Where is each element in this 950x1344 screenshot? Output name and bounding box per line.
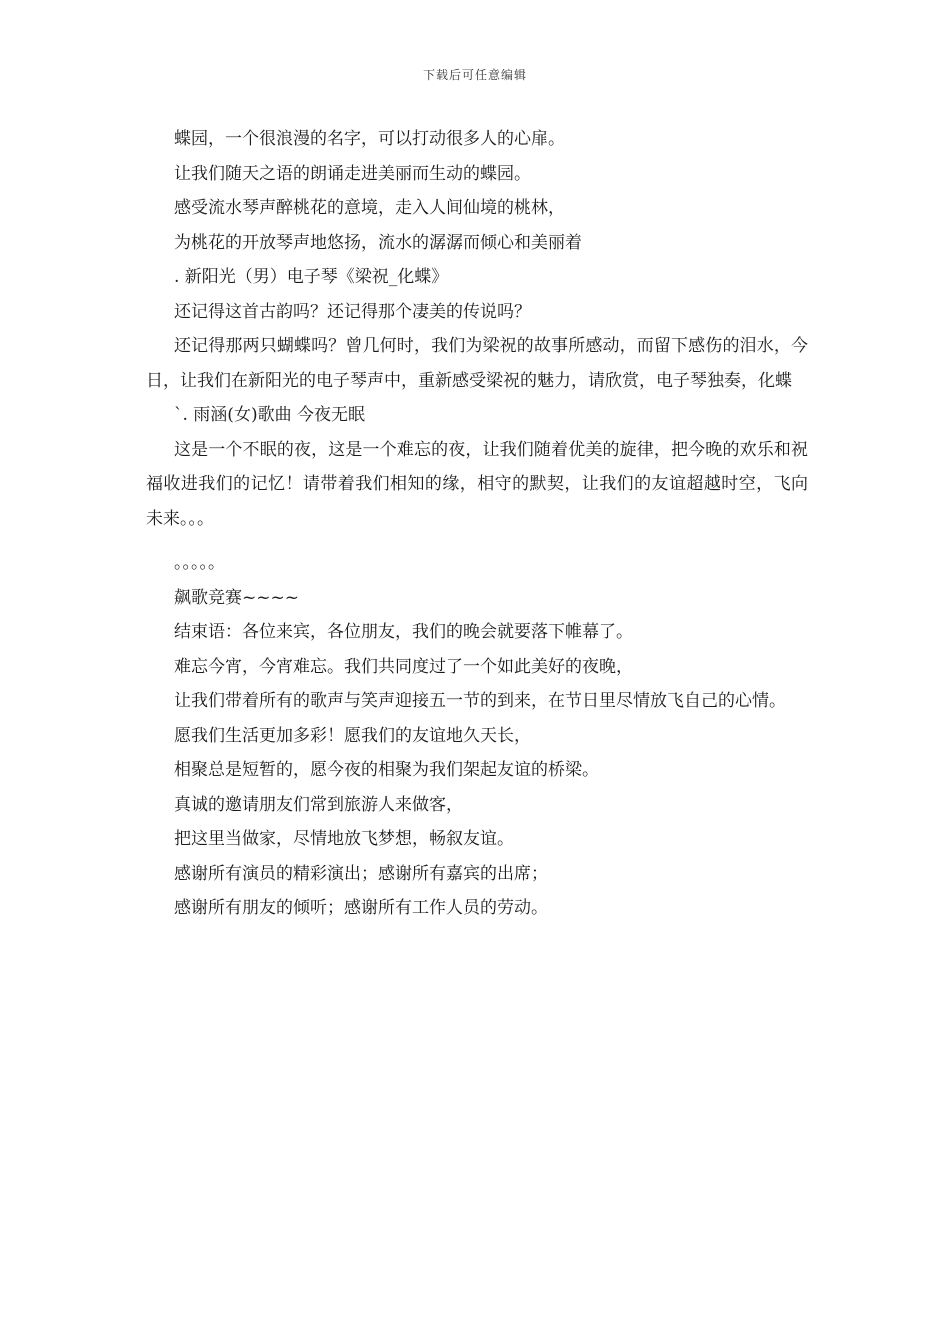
paragraph: 还记得这首古韵吗？还记得那个凄美的传说吗？	[174, 301, 531, 322]
page-header: 下载后可任意编辑	[422, 68, 527, 82]
program-item-heading: `. 雨涵(女)歌曲 今夜无眠	[174, 405, 365, 425]
paragraph: 难忘今宵，今宵难忘。我们共同度过了一个如此美好的夜晚，	[174, 656, 633, 677]
paragraph: 让我们随天之语的朗诵走进美丽而生动的蝶园。	[174, 163, 531, 184]
program-item-heading: . 新阳光（男）电子琴《梁祝_化蝶》	[174, 267, 449, 287]
closing-remarks: 结束语：各位来宾，各位朋友，我们的晚会就要落下帷幕了。	[174, 622, 633, 642]
document-body	[146, 122, 808, 926]
paragraph: 把这里当做家，尽情地放飞梦想，畅叙友谊。	[174, 829, 514, 849]
paragraph: 感谢所有演员的精彩演出；感谢所有嘉宾的出席；	[174, 863, 548, 884]
paragraph: 感谢所有朋友的倾听；感谢所有工作人员的劳动。	[174, 898, 548, 918]
paragraph: 相聚总是短暂的，愿今夜的相聚为我们架起友谊的桥梁。	[174, 760, 599, 780]
paragraph: 这是一个不眠的夜，这是一个难忘的夜，让我们随着优美的旋律，把今晚的欢乐和祝福收进我们的记忆！请带着我们相知的缘，相守的默契，让我们的友谊超越时空，飞向未来。。。	[146, 439, 808, 529]
paragraph: 感受流水琴声醉桃花的意境，走入人间仙境的桃林，	[174, 198, 565, 218]
paragraph: 让我们带着所有的歌声与笑声迎接五一节的到来，在节日里尽情放飞自己的心情。	[174, 691, 786, 711]
paragraph: 为桃花的开放琴声地悠扬，流水的潺潺而倾心和美丽着	[174, 232, 582, 253]
paragraph: 真诚的邀请朋友们常到旅游人来做客，	[174, 794, 463, 815]
paragraph: 还记得那两只蝴蝶吗？曾几何时，我们为梁祝的故事所感动，而留下感伤的泪水，今日，让我们在新阳光的电子琴声中，重新感受梁祝的魅力，请欣赏，电子琴独奏，化蝶	[146, 336, 808, 391]
paragraph: 蝶园，一个很浪漫的名字，可以打动很多人的心扉。	[174, 129, 565, 149]
paragraph: 愿我们生活更加多彩！愿我们的友谊地久天长，	[174, 725, 531, 746]
ellipsis-line: 。。。。。	[174, 553, 225, 573]
program-item-heading: 飙歌竞赛~~~~	[174, 587, 299, 608]
